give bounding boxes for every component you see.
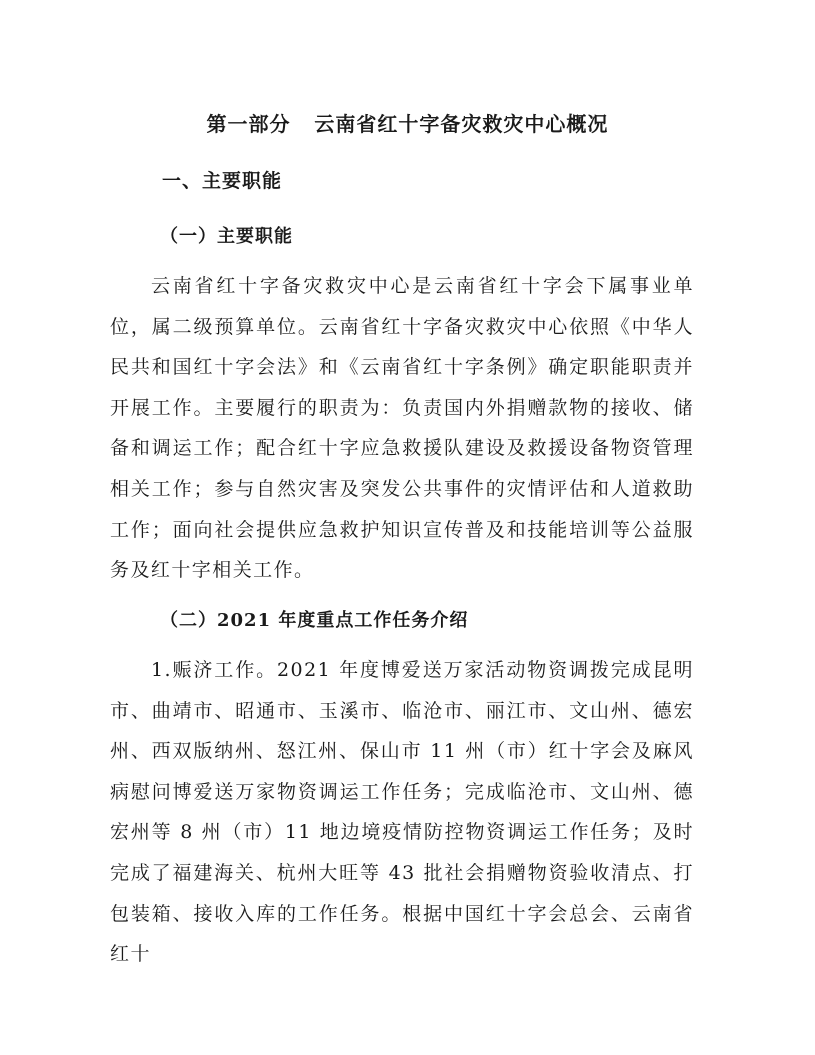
document-title: 第一部分 云南省红十字备灾救灾中心概况 bbox=[206, 112, 609, 136]
paragraph-main-functions: 云南省红十字备灾救灾中心是云南省红十字会下属事业单位，属二级预算单位。云南省红十字备灾救灾中心依照《中华人民共和国红十字会法》和《云南省红十字条例》确定职能职责并开展工作。主要履行的职责为：负责国内外捐赠款物的接收、储备和调运工作；配合红十字应急救援队建设及救援设备物资管理相关工作；参与自然灾害及突发公共事件的灾情评估和人道救助工作；面向社会提供应急救护知识宣传普及和技能培训等公益服务及红十字相关工作。 bbox=[110, 275, 694, 582]
subsection-heading-main-functions: （一）主要职能 bbox=[160, 226, 293, 247]
subsection-heading-key-tasks-2021: （二）2021 年度重点工作任务介绍 bbox=[160, 610, 469, 631]
section-heading-main-functions: 一、主要职能 bbox=[162, 170, 283, 192]
paragraph-relief-work: 1.赈济工作。2021 年度博爱送万家活动物资调拨完成昆明市、曲靖市、昭通市、玉溪市、临沧市、丽江市、文山州、德宏州、西双版纳州、怒江州、保山市 11 州（市）红十字会及麻风病慰问博爱送万家物资调运工作任务；完成临沧市、文山州、德宏州等 8 州（市）11 地边境疫情防控物资调运工作任务；及时完成了福建海关、杭州大旺等 43 批社会捐赠物资验收清点、打包装箱、接收入库的工作任务。根据中国红十字会总会、云南省红十 bbox=[110, 659, 694, 966]
